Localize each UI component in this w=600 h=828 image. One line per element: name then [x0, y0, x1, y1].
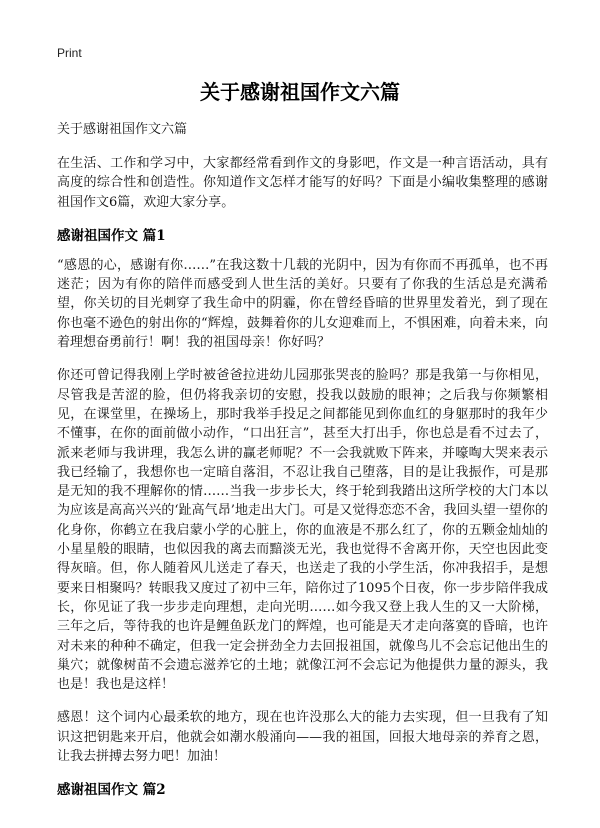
section-1-paragraph-2: 你还可曾记得我刚上学时被爸爸拉进幼儿园那张哭丧的脸吗？那是我第一与你相见，尽管我是苦涩的脸，但仍将我亲切的安慰，投我以鼓励的眼神；之后我与你频繁相见，在课堂里，在操场上，那时我举手投足之间都能见到你血红的身躯那时的我年少不懂事，在你的面前做小动作，“口出狂言”，甚至大打出手，你也总是看不过去了，派来老师与我讲理，我怎么讲的赢老师呢？不一会我就败下阵来，并嚎啕大哭来表示我已经输了，我想你也一定暗自落泪，不忍让我自己堕落，目的是让我振作，可是那是无知的我不理解你的情……当我一步步长大，终于轮到我踏出这所学校的大门本以为应该是高高兴兴的‘趾高气昂’地走出大门。可是又觉得恋恋不舍，我回头望一望你的化身你，你鹤立在我启蒙小学的心脏上，你的血液是不那么红了，你的五颗金灿灿的小星星般的眼睛，也似因我的离去而黯淡无光，我也觉得不舍离开你，天空也因此变得灰暗。但，你人随着风儿送走了春天，也送走了我的小学生活，你冲我招手，是想要来日相聚吗？转眼我又度过了初中三年，陪你过了1095个日夜，你一步步陪伴我成长，你见证了我一步步走向理想，走向光明……如今我又登上我人生的又一大阶梯，三年之后，等待我的也许是鲤鱼跃龙门的辉煌，也可能是天才走向落寞的昏暗，也许对未来的种种不确定，但我一定会拼劲全力去回报祖国，就像鸟儿不会忘记他出生的巢穴；就像树苗不会遗忘滋养它的土地；就像江河不会忘记为他提供力量的源头，我也是！我也是这样！ — [57, 368, 548, 693]
document-title: 关于感谢祖国作文六篇 — [200, 80, 400, 104]
print-link[interactable]: Print — [57, 46, 82, 60]
section-heading-1: 感谢祖国作文 篇1 — [57, 227, 166, 244]
document-subtitle: 关于感谢祖国作文六篇 — [57, 122, 188, 137]
section-1-paragraph-1: “感恩的心，感谢有你……”在我这数十几载的光阴中，因为有你而不再孤单，也不再迷茫；因为有你的陪伴而感受到人世生活的美好。只要有了你我的生活总是充满希望，你关切的目光刺穿了我生命中的阴霾，你在曾经昏暗的世界里发着光，到了现在你也毫不逊色的射出你的“辉煌，鼓舞着你的儿女迎难而上，不惧困难，向着未来，向着理想奋勇前行！啊！我的祖国母亲！你好吗？ — [57, 257, 548, 351]
section-1-paragraph-3: 感恩！这个词内心最柔软的地方，现在也许没那么大的能力去实现，但一旦我有了知识这把钥匙来开启，他就会如潮水般涌向——我的祖国，回报大地母亲的养育之恩，让我去拼搏去努力吧！加油！ — [57, 710, 548, 765]
intro-paragraph: 在生活、工作和学习中，大家都经常看到作文的身影吧，作文是一种言语活动，具有高度的综合性和创造性。你知道作文怎样才能写的好吗？下面是小编收集整理的感谢祖国作文6篇，欢迎大家分享。 — [57, 156, 548, 210]
section-heading-2: 感谢祖国作文 篇2 — [57, 782, 166, 799]
document-body — [57, 120, 548, 810]
